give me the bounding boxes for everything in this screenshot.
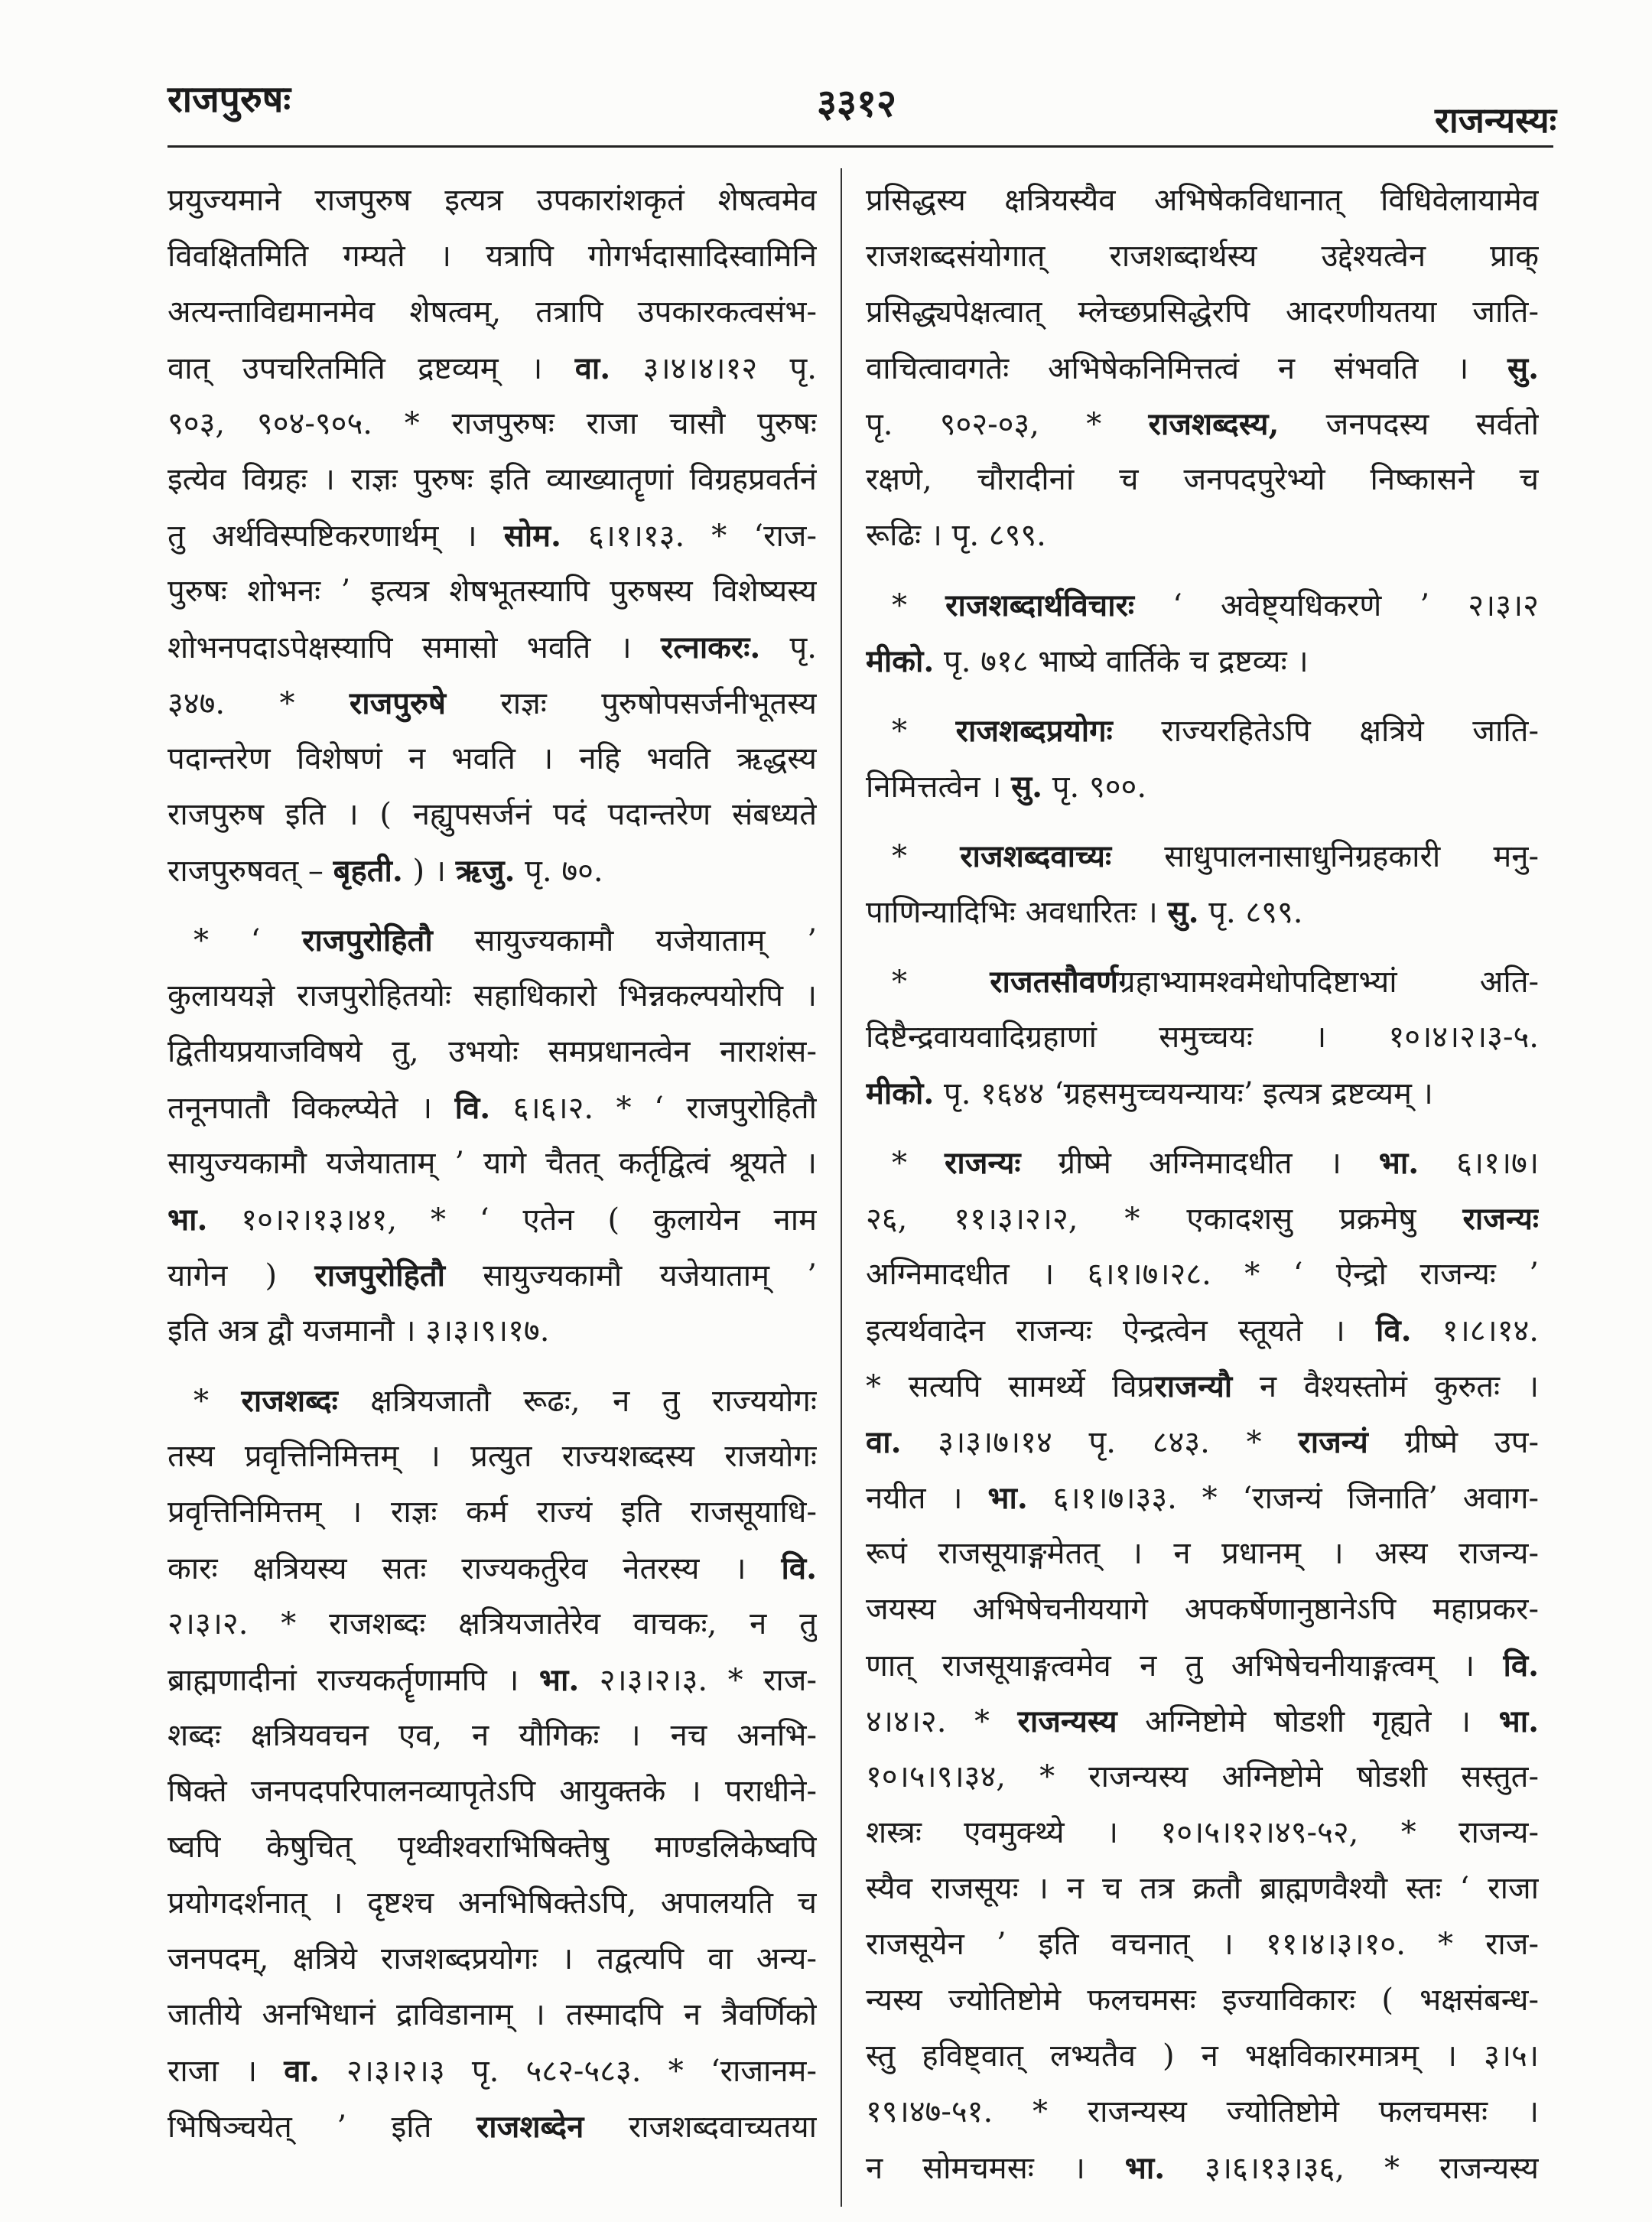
bold-term: राजन्यस्य — [1017, 1703, 1117, 1739]
text-run: इत्येव विग्रहः । राज्ञः पुरुषः इति व्याख्यातॄणां विग्रहप्रवर्तनं — [167, 462, 817, 497]
text-line — [167, 564, 817, 620]
text-line — [167, 1485, 817, 1540]
text-line — [167, 1024, 817, 1080]
bold-term: राजशब्देन — [476, 2109, 584, 2145]
text-run: ग्रीष्मे अग्निमादधीत । — [1020, 1146, 1379, 1181]
text-run: ब्राह्मणादीनां राज्यकर्तॄणामपि । — [167, 1663, 539, 1698]
text-line — [866, 285, 1539, 340]
text-run: णात् राजसूयाङ्गत्वमेव न तु अभिषेचनीयाङ्गत्वम् । — [866, 1648, 1504, 1684]
bold-term: भा. — [987, 1480, 1028, 1516]
text-run: अग्निमादधीत । ६।१।७।२८. * ‘ ऐन्द्रो राजन्यः ’ — [866, 1257, 1539, 1292]
text-run: * — [892, 714, 956, 749]
left-paragraph — [167, 1373, 817, 2155]
text-line — [167, 1540, 817, 1596]
text-line — [866, 229, 1539, 285]
text-line — [866, 633, 1539, 689]
text-run: २।३।२।३ पृ. ५८२-५८३. * ‘राजानम- — [319, 2054, 817, 2089]
text-line — [167, 396, 817, 452]
text-run: शस्त्रः एवमुक्थ्ये । १०।५।१२।४९-५२, * राजन्य- — [866, 1815, 1539, 1850]
text-line — [167, 675, 817, 731]
text-run: १०।५।९।३४, * राजन्यस्य अग्निष्टोमे षोडशी सस्तुत- — [866, 1759, 1539, 1794]
text-run: जयस्य अभिषेचनीययागे अपकर्षेणानुष्ठानेऽपि महाप्रकर- — [866, 1592, 1539, 1627]
page-number: ३३१२ — [817, 80, 896, 125]
text-line — [866, 1917, 1539, 1973]
text-run: * — [892, 965, 990, 1000]
text-line — [167, 1596, 817, 1652]
text-line — [866, 1638, 1539, 1693]
text-run: प्रसिद्धस्य क्षत्रियस्यैव अभिषेकविधानात् विधिवेलायामेव — [866, 183, 1539, 218]
text-run: १०।२।१३।४१, * ‘ एतेन ( कुलायेन नाम — [207, 1202, 817, 1238]
right-paragraph — [866, 703, 1539, 815]
text-run: ६।१।७। — [1419, 1146, 1539, 1181]
text-line — [167, 173, 817, 229]
text-line — [167, 452, 817, 508]
text-run: कुलाययज्ञे राजपुरोहितयोः सहाधिकारो भिन्नकल्पयोरपि । — [167, 978, 817, 1013]
right-paragraph — [866, 577, 1539, 689]
bold-term: राजन्यं — [1298, 1424, 1368, 1460]
text-line — [866, 1303, 1539, 1358]
bold-term: राजतसौवर्ण — [990, 964, 1118, 1000]
bold-term: वि. — [454, 1090, 491, 1126]
text-run: ) । — [402, 854, 456, 889]
text-run: जनपदस्य सर्वतो — [1279, 407, 1539, 442]
right-paragraph — [866, 828, 1539, 940]
text-line — [866, 703, 1539, 759]
text-run: राजशब्दसंयोगात् राजशब्दार्थस्य उद्देश्यत्वेन प्राक् — [866, 239, 1539, 274]
text-run: ग्रीष्मे उप- — [1367, 1425, 1539, 1460]
bold-term: भा. — [538, 1662, 580, 1698]
text-line — [167, 1652, 817, 1708]
text-run: प्रवृत्तिनिमित्तम् । राज्ञः कर्म राज्यं इति राजसूयाधि- — [167, 1495, 817, 1530]
left-paragraph — [167, 173, 817, 899]
text-run: ६।१।१३. * ‘राज- — [561, 519, 817, 554]
text-line — [167, 1429, 817, 1485]
text-run: पृ. ७०. — [515, 854, 603, 889]
text-line — [167, 1708, 817, 1764]
text-run: ६।६।२. * ‘ राजपुरोहितौ — [490, 1091, 817, 1126]
text-line — [866, 954, 1539, 1010]
text-run: जातीये अनभिधानं द्राविडानाम् । तस्मादपि न त्रैवर्णिको — [167, 1997, 817, 2032]
text-run: ३।३।७।१४ पृ. ८४३. * — [901, 1425, 1299, 1460]
text-run: पृ. १६४४ ‘ग्रहसमुच्चयन्यायः’ इत्यत्र द्रष्टव्यम् । — [934, 1076, 1433, 1111]
bold-term: राजन्यः — [1462, 1201, 1539, 1237]
text-line — [866, 1973, 1539, 2028]
bold-term: सु. — [1011, 769, 1043, 805]
text-run: राजशब्दवाच्यतया — [584, 2110, 817, 2145]
text-line — [167, 1373, 817, 1429]
bold-term: भा. — [167, 1202, 208, 1238]
text-line — [167, 229, 817, 285]
text-line — [866, 1414, 1539, 1470]
text-run: विवक्षितमिति गम्यते । यत्रापि गोगर्भदासादिस्वामिनि — [167, 239, 817, 274]
text-run: २६, ११।३।२।२, * एकादशसु प्रक्रमेषु — [866, 1202, 1463, 1237]
text-run: * — [892, 588, 946, 623]
text-line — [866, 828, 1539, 884]
text-line — [167, 1080, 817, 1136]
text-run: न सोमचमसः । — [866, 2151, 1125, 2186]
text-line — [167, 913, 817, 968]
text-run: ग्रहाभ्यामश्वमेधोपदिष्टाभ्यां अति- — [1117, 965, 1539, 1000]
text-run: अग्निष्टोमे षोडशी गृह्यते । — [1117, 1704, 1499, 1739]
text-line — [167, 1136, 817, 1192]
text-run: स्तु हविष्ट्वात् लभ्यतैव ) न भक्षविकारमात्रम् । ३।५। — [866, 2038, 1539, 2074]
text-run: दिष्टैन्द्रवायवादिग्रहाणां समुच्चयः । १०।४।२।३-५. — [866, 1020, 1539, 1055]
text-run: वात् उपचरितमिति द्रष्टव्यम् । — [167, 351, 575, 386]
text-line — [167, 508, 817, 564]
text-run: रूढिः । पृ. ८९९. — [866, 518, 1046, 553]
bold-term: राजशब्दस्य, — [1148, 406, 1280, 442]
bold-term: सोम. — [503, 518, 561, 554]
text-run: १।८।१४. — [1411, 1313, 1539, 1348]
text-line — [167, 1303, 817, 1359]
text-line — [866, 759, 1539, 815]
bold-term: राजशब्दवाच्यः — [960, 838, 1112, 874]
text-line — [866, 340, 1539, 396]
text-run: ९०३, ९०४-९०५. * राजपुरुषः राजा चासौ पुरुषः — [167, 406, 817, 441]
text-run: * सत्यपि सामर्थ्ये विप्र — [866, 1369, 1155, 1404]
text-run: क्षत्रियजातौ रूढः, न तु राज्ययोगः — [337, 1384, 817, 1419]
bold-term: ऋजु. — [455, 853, 515, 889]
bold-term: सु. — [1507, 350, 1539, 386]
text-run: सायुज्यकामौ यजेयाताम् ’ यागे चैतत् कर्तृद्वित्वं श्रूयते । — [167, 1146, 817, 1181]
left-column — [167, 173, 817, 2162]
text-run: स्यैव राजसूयः । न च तत्र क्रतौ ब्राह्मणवैश्यौ स्तः ‘ राजा — [866, 1871, 1539, 1906]
text-line — [866, 173, 1539, 229]
text-line — [866, 1470, 1539, 1526]
bold-term: वा. — [284, 2053, 320, 2089]
text-run: राजा । — [167, 2054, 285, 2089]
text-line — [866, 1135, 1539, 1191]
text-run: प्रसिद्ध्यपेक्षत्वात् म्लेच्छप्रसिद्धेरपि आदरणीयतया जाति- — [866, 294, 1539, 330]
text-run: पृ. ७१८ भाष्ये वार्तिके च द्रष्टव्यः । — [934, 644, 1309, 679]
bold-term: राजन्यः — [945, 1145, 1021, 1181]
bold-term: भा. — [1378, 1145, 1419, 1181]
right-paragraph — [866, 954, 1539, 1121]
text-run: नयीत । — [866, 1481, 988, 1516]
text-run: शब्दः क्षत्रियवचन एव, न यौगिकः । नच अनभि- — [167, 1718, 817, 1753]
left-paragraph — [167, 913, 817, 1359]
text-line — [866, 1191, 1539, 1247]
text-run: तस्य प्रवृत्तिनिमित्तम् । प्रत्युत राज्यशब्दस्य राजयोगः — [167, 1439, 817, 1474]
text-line — [866, 1861, 1539, 1917]
text-line — [167, 2043, 817, 2099]
bold-term: वि. — [1503, 1648, 1539, 1684]
text-run: रूपं राजसूयाङ्गमेतत् । न प्रधानम् । अस्य राजन्य- — [866, 1536, 1539, 1571]
text-line — [866, 1805, 1539, 1861]
text-run: भिषिञ्चयेत् ’ इति — [167, 2110, 476, 2145]
text-line — [866, 1358, 1539, 1414]
text-run: जनपदम्, क्षत्रिये राजशब्दप्रयोगः । तद्वत्यपि वा अन्य- — [167, 1941, 817, 1976]
text-run: राज्ञः पुरुषोपसर्जनीभूतस्य — [446, 686, 817, 721]
text-line — [167, 1248, 817, 1303]
text-line — [866, 1693, 1539, 1749]
text-line — [167, 1987, 817, 2043]
text-line — [167, 787, 817, 843]
bold-term: रत्नाकरः. — [660, 630, 761, 665]
text-run: न वैश्यस्तोमं कुरुतः । — [1232, 1369, 1539, 1404]
header-rule — [167, 145, 1553, 148]
text-line — [866, 2140, 1539, 2196]
text-run: १९।४७-५१. * राजन्यस्य ज्योतिष्टोमे फलचमसः । — [866, 2094, 1539, 2129]
text-run: तनूनपातौ विकल्प्येते । — [167, 1091, 455, 1126]
text-line — [167, 731, 817, 787]
text-run: राजसूयेन ’ इति वचनात् । ११।४।३।१०. * राज- — [866, 1927, 1539, 1962]
right-column — [866, 173, 1539, 2207]
text-line — [866, 452, 1539, 508]
bold-term: राजन्यौ — [1154, 1368, 1233, 1404]
bold-term: बृहती. — [333, 853, 403, 889]
text-run: ‘ अवेष्ट्यधिकरणे ’ २।३।२ — [1134, 588, 1539, 623]
text-run: निमित्तत्वेन । — [866, 769, 1012, 805]
column-divider — [841, 168, 842, 2207]
text-run: राजपुरुष इति । ( नह्युपसर्जनं पदं पदान्तरेण संबध्यते — [167, 797, 817, 832]
bold-term: वा. — [866, 1424, 902, 1460]
text-run: ष्वपि केषुचित् पृथ्वीश्वराभिषिक्तेषु माण्डलिकेष्वपि — [167, 1830, 817, 1865]
text-run: साधुपालनासाधुनिग्रहकारी मनु- — [1111, 839, 1539, 874]
text-line — [167, 843, 817, 899]
bold-term: भा. — [1124, 2150, 1166, 2186]
text-line — [167, 1820, 817, 1876]
text-run: ३।४।४।१२ पृ. — [610, 351, 817, 386]
right-paragraph — [866, 1135, 1539, 2196]
text-run: सायुज्यकामौ यजेयाताम् ’ — [444, 1258, 817, 1293]
text-line — [167, 1931, 817, 1987]
text-run: रक्षणे, चौरादीनां च जनपदपुरेभ्यो निष्कासने च — [866, 462, 1539, 497]
bold-term: भा. — [1498, 1703, 1539, 1739]
bold-term: वि. — [781, 1550, 817, 1586]
text-run: ६।१।७।३३. * ‘राजन्यं जिनाति’ अवाग- — [1027, 1481, 1539, 1516]
text-run: * — [193, 1384, 242, 1419]
bold-term: वि. — [1376, 1313, 1412, 1348]
text-run: पदान्तरेण विशेषणं न भवति । नहि भवति ऋद्धस्य — [167, 741, 817, 776]
text-line — [167, 1192, 817, 1248]
text-run: वाचित्वावगतेः अभिषेकनिमित्तत्वं न संभवति । — [866, 351, 1508, 386]
text-run: सायुज्यकामौ यजेयाताम् ’ — [432, 923, 817, 958]
text-run: पृ. ८९९. — [1198, 895, 1303, 930]
text-run: यागेन ) — [167, 1258, 315, 1293]
text-run: २।३।२।३. * राज- — [579, 1663, 817, 1698]
bold-term: सु. — [1167, 894, 1199, 930]
bold-term: राजशब्दः — [241, 1383, 338, 1419]
text-line — [866, 1526, 1539, 1582]
text-run: शोभनपदाऽपेक्षस्यापि समासो भवति । — [167, 630, 661, 665]
header-last-headword: राजन्यस्यः — [1435, 99, 1556, 141]
text-line — [866, 1065, 1539, 1121]
text-run: ४।४।२. * — [866, 1704, 1018, 1739]
text-run: प्रयोगदर्शनात् । दृष्टश्च अनभिषिक्तेऽपि, अपालयति च — [167, 1885, 817, 1921]
text-run: राजपुरुषवत् – — [167, 854, 333, 889]
text-run: * — [892, 839, 961, 874]
bold-term: मीको. — [866, 643, 935, 679]
text-run: पृ. ९०२-०३, * — [866, 407, 1149, 442]
text-run: ३।६।१३।३६, * राजन्यस्य — [1165, 2151, 1539, 2186]
text-run: तु अर्थविस्पष्टिकरणार्थम् । — [167, 519, 504, 554]
text-line — [866, 1010, 1539, 1065]
text-run: षिक्ते जनपदपरिपालनव्यापृतेऽपि आयुक्तके । पराधीने- — [167, 1774, 817, 1809]
bold-term: वा. — [574, 350, 611, 386]
bold-term: राजशब्दप्रयोगः — [955, 713, 1113, 749]
text-run: राज्यरहितेऽपि क्षत्रिये जाति- — [1112, 714, 1539, 749]
text-run: अत्यन्ताविद्यमानमेव शेषत्वम्, तत्रापि उपकारकत्वसंभ- — [167, 294, 817, 330]
text-run: पाणिन्यादिभिः अवधारितः । — [866, 895, 1168, 930]
text-line — [167, 340, 817, 396]
bold-term: राजपुरोहितौ — [314, 1257, 445, 1293]
text-run: पृ. ९००. — [1042, 769, 1147, 805]
text-line — [866, 1749, 1539, 1805]
text-line — [866, 2028, 1539, 2084]
text-run: प्रयुज्यमाने राजपुरुष इत्यत्र उपकारांशकृतं शेषत्वमेव — [167, 183, 817, 218]
bold-term: राजशब्दार्थविचारः — [945, 587, 1135, 623]
text-line — [167, 285, 817, 340]
text-line — [866, 396, 1539, 452]
bold-term: राजपुरोहितौ — [302, 922, 433, 958]
right-paragraph — [866, 173, 1539, 564]
text-line — [866, 577, 1539, 633]
text-run: पुरुषः शोभनः ’ इत्यत्र शेषभूतस्यापि पुरुषस्य विशेष्यस्य — [167, 574, 817, 609]
text-run: इत्यर्थवादेन राजन्यः ऐन्द्रत्वेन स्तूयते । — [866, 1313, 1376, 1348]
header-first-headword: राजपुरुषः — [167, 78, 291, 121]
text-line — [866, 884, 1539, 940]
text-run: इति अत्र द्वौ यजमानौ । ३।३।९।१७. — [167, 1313, 550, 1348]
text-run: * — [892, 1146, 945, 1181]
bold-term: मीको. — [866, 1075, 935, 1111]
text-line — [167, 1876, 817, 1931]
text-run: न्यस्य ज्योतिष्टोमे फलचमसः इज्याविकारः ( भक्षसंबन्ध- — [866, 1983, 1539, 2018]
bold-term: राजपुरुषे — [349, 685, 447, 721]
text-line — [167, 620, 817, 675]
text-line — [866, 2084, 1539, 2140]
text-run: पृ. — [760, 630, 817, 665]
text-line — [866, 508, 1539, 564]
text-line — [167, 1764, 817, 1820]
text-line — [866, 1582, 1539, 1638]
text-run: ३४७. * — [167, 686, 350, 721]
text-line — [167, 968, 817, 1024]
text-run: २।३।२. * राजशब्दः क्षत्रियजातेरेव वाचकः, न तु — [167, 1606, 817, 1641]
text-run: कारः क्षत्रियस्य सतः राज्यकर्तुरेव नेतरस्य । — [167, 1551, 782, 1586]
text-line — [167, 2099, 817, 2155]
text-line — [866, 1247, 1539, 1303]
text-run: * ‘ — [193, 923, 303, 958]
text-run: द्वितीयप्रयाजविषये तु, उभयोः समप्रधानत्वेन नाराशंस- — [167, 1034, 817, 1069]
